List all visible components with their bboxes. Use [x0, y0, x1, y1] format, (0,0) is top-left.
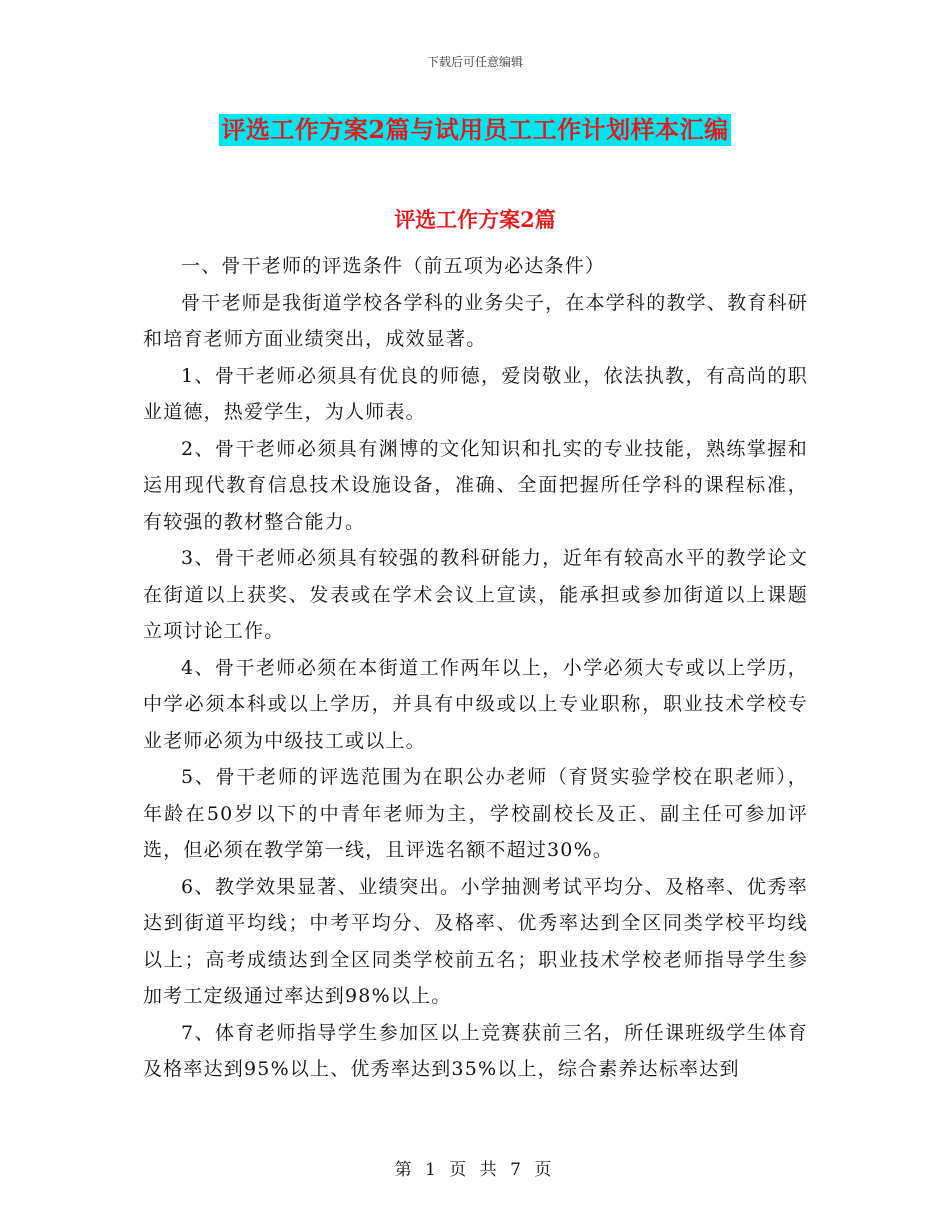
paragraph: 3、骨干老师必须具有较强的教科研能力，近年有较高水平的教学论文在街道以上获奖、发表或在学术会议上宣读，能承担或参加街道以上课题立项讨论工作。	[143, 547, 808, 642]
paragraph: 5、骨干老师的评选范围为在职公办老师（育贤实验学校在职老师），年龄在50岁以下的中青年老师为主，学校副校长及正、副主任可参加评选，但必须在教学第一线，且评选名额不超过30%。	[143, 766, 808, 861]
document-title: 评选工作方案2篇与试用员工工作计划样本汇编	[221, 115, 729, 144]
paragraph-heading: 一、骨干老师的评选条件（前五项为必达条件）	[181, 255, 606, 277]
section-title: 评选工作方案2篇	[394, 207, 556, 232]
paragraph: 6、教学效果显著、业绩突出。小学抽测考试平均分、及格率、优秀率达到街道平均线；中考平均分、及格率、优秀率达到全区同类学校平均线以上；高考成绩达到全区同类学校前五名；职业技术学校老师指导学生参加考工定级通过率达到98%以上。	[143, 875, 808, 1007]
paragraph: 4、骨干老师必须在本街道工作两年以上，小学必须大专或以上学历，中学必须本科或以上学历，并具有中级或以上专业职称，职业技术学校专业老师必须为中级技工或以上。	[143, 656, 808, 752]
document-title-wrap	[0, 114, 950, 146]
paragraph: 2、骨干老师必须具有渊博的文化知识和扎实的专业技能，熟练掌握和运用现代教育信息技术设施设备，准确、全面把握所任学科的课程标准，有较强的教材整合能力。	[143, 437, 808, 533]
paragraph: 1、骨干老师必须具有优良的师德，爱岗敬业，依法执教，有高尚的职业道德，热爱学生，为人师表。	[143, 364, 808, 423]
paragraph: 7、体育老师指导学生参加区以上竞赛获前三名，所任课班级学生体育及格率达到95%以上、优秀率达到35%以上，综合素养达标率达到	[143, 1021, 808, 1080]
page-header-note: 下载后可任意编辑	[426, 55, 523, 69]
document-body	[143, 248, 808, 1088]
page-footer: 第 1 页 共 7 页	[394, 1160, 556, 1180]
paragraph: 骨干老师是我街道学校各学科的业务尖子，在本学科的教学、教育科研和培育老师方面业绩突出，成效显著。	[143, 291, 808, 350]
